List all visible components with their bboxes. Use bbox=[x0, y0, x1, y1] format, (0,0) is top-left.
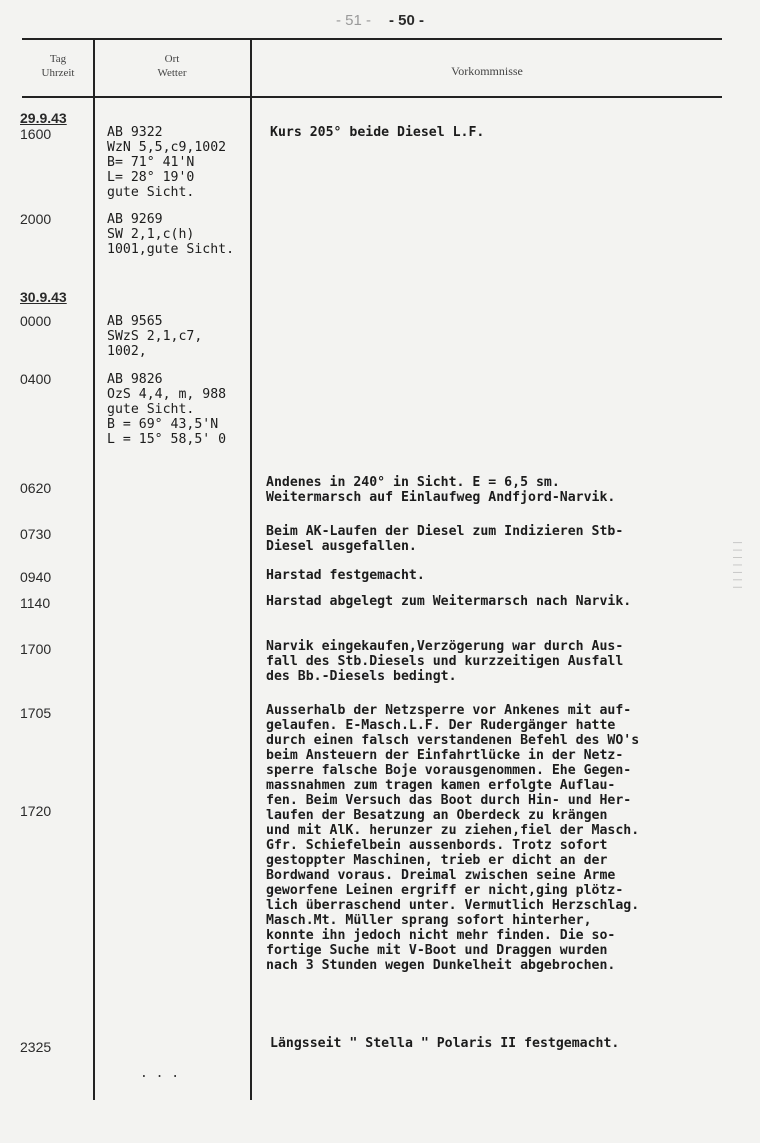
entry-event: Harstad abgelegt zum Weitermarsch nach Narvik. bbox=[266, 594, 632, 609]
column-divider-2 bbox=[250, 40, 252, 1100]
header-wetter: Wetter bbox=[157, 67, 187, 79]
entry-position-weather: AB 9269 SW 2,1,c(h) 1001,gute Sicht. bbox=[107, 212, 235, 257]
column-divider-1 bbox=[93, 40, 95, 1100]
entry-time: 2000 bbox=[20, 211, 52, 227]
entry-time: 0620 bbox=[20, 480, 52, 496]
entry-time: 1140 bbox=[20, 595, 51, 611]
current-page-number: - 50 - bbox=[389, 12, 425, 29]
page-number bbox=[0, 12, 760, 29]
entry-time: 1600 bbox=[20, 126, 52, 142]
header-uhrzeit: Uhrzeit bbox=[41, 67, 75, 79]
entry-time: 0000 bbox=[20, 313, 52, 329]
entry-time: 0400 bbox=[20, 371, 52, 387]
header-tag-uhrzeit bbox=[24, 52, 92, 80]
entry-date: 29.9.43 bbox=[20, 110, 67, 126]
entry-time: 2325 bbox=[20, 1039, 52, 1055]
decorative-dots: . . . bbox=[140, 1066, 180, 1081]
header-bottom-rule bbox=[22, 96, 722, 98]
entry-time: 0940 bbox=[20, 569, 52, 585]
header-tag: Tag bbox=[49, 53, 67, 65]
margin-strip: ||||||| bbox=[732, 540, 742, 592]
entry-position-weather: AB 9322 WzN 5,5,c9,1002 B= 71° 41'N L= 28° 19'0 gute Sicht. bbox=[107, 125, 227, 200]
entry-time: 1720 bbox=[20, 803, 52, 819]
entry-position-weather: AB 9565 SWzS 2,1,c7, 1002, bbox=[107, 314, 203, 359]
header-vorkommnisse: Vorkommnisse bbox=[451, 64, 523, 78]
entry-time: 1700 bbox=[20, 641, 52, 657]
header-ort-wetter bbox=[96, 52, 248, 80]
entry-event: Beim AK-Laufen der Diesel zum Indizieren Stb- Diesel ausgefallen. bbox=[266, 524, 624, 554]
entry-time: 0730 bbox=[20, 526, 52, 542]
header-ort: Ort bbox=[164, 53, 180, 65]
entry-event: Kurs 205° beide Diesel L.F. bbox=[270, 125, 485, 140]
entry-event: Narvik eingekaufen,Verzögerung war durch Aus- fall des Stb.Diesels und kurzzeitigen Ausfall des Bb.-Diesels bedingt. bbox=[266, 639, 624, 684]
entry-event: Ausserhalb der Netzsperre vor Ankenes mit auf- gelaufen. E-Masch.L.F. Der Rudergänger hatte durch einen falsch verstandenen Befehl des WO's beim Ansteuern der Einfahrtlücke in der Netz- sperre falsche Boje vorausgenommen. Ehe Gegen- massnahmen zum tragen kamen erfolgte Auflau- fen. Beim Versuch das Boot durch Hin- und Her- laufen der Besatzung an Oberdeck zu krängen und mit AlK. herunzer zu ziehen,fiel der Masch. Gfr. Schiefelbein aussenbords. Trotz sofort gestoppter Maschinen, trieb er dicht an der Bordwand voraus. Dreimal zwischen seine Arme geworfene Leinen ergriff er nicht,ging plötz- lich überraschend unter. Vermutlich Herzschlag. Masch.Mt. Müller sprang sofort hinterher, konnte ihn jedoch nicht mehr finden. Die so- fortige Suche mit V-Boot und Draggen wurden nach 3 Stunden wegen Dunkelheit abgebrochen. bbox=[266, 703, 640, 973]
entry-position-weather: AB 9826 OzS 4,4, m, 988 gute Sicht. B = 69° 43,5'N L = 15° 58,5' 0 bbox=[107, 372, 227, 447]
previous-page-number: - 51 - bbox=[335, 12, 371, 29]
entry-event: Längsseit " Stella " Polaris II festgemacht. bbox=[270, 1036, 620, 1051]
entry-date: 30.9.43 bbox=[20, 289, 67, 305]
entry-event: Harstad festgemacht. bbox=[266, 568, 425, 583]
entry-time: 1705 bbox=[20, 705, 52, 721]
table-top-rule bbox=[22, 38, 722, 40]
entry-event: Andenes in 240° in Sicht. E = 6,5 sm. Weitermarsch auf Einlaufweg Andfjord-Narvik. bbox=[266, 475, 616, 505]
